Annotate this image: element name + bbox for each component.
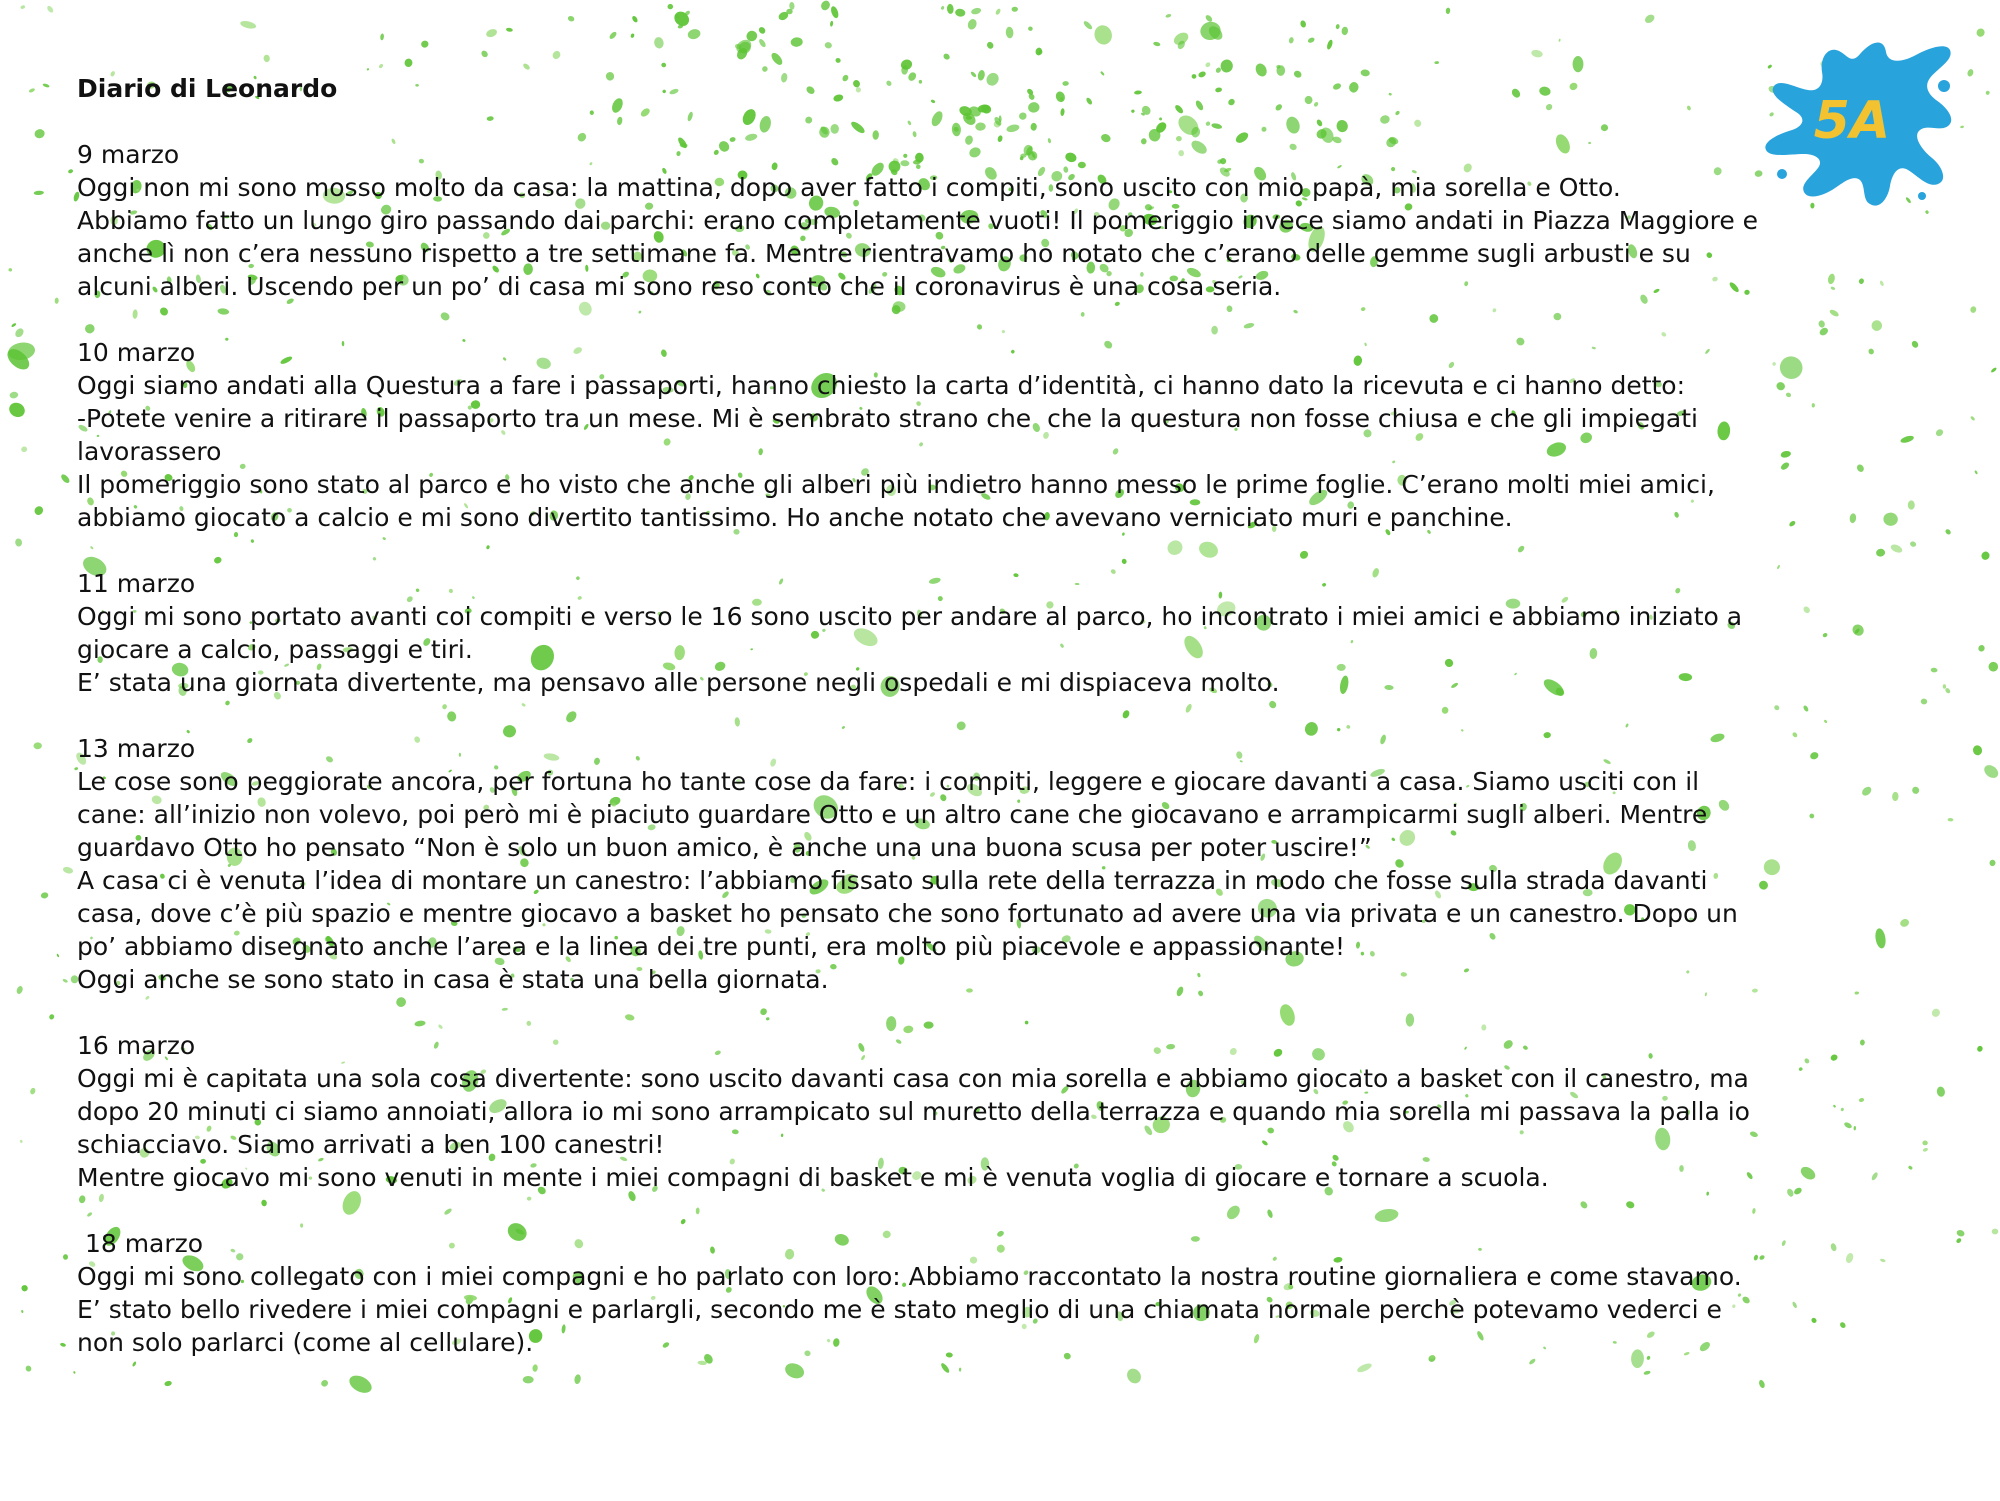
entry-text-line: A casa ci è venuta l’idea di montare un canestro: l’abbiamo fissato sulla rete della terrazza in modo che fosse sulla strada davanti xyxy=(77,866,1708,895)
entry-date: 13 marzo xyxy=(77,734,196,763)
entry-text-line: anche lì non c’era nessuno rispetto a tre settimane fa. Mentre rientravamo ho notato che c’erano delle gemme sugli arbusti e su xyxy=(77,239,1691,268)
entry-text-line: Abbiamo fatto un lungo giro passando dai parchi: erano completamente vuoti! Il pomeriggio invece siamo andati in Piazza Maggiore e xyxy=(77,206,1759,235)
entry-text-line: lavorassero xyxy=(77,437,222,466)
entry-date: 16 marzo xyxy=(77,1031,196,1060)
entry-text-line: Oggi siamo andati alla Questura a fare i passaporti, hanno chiesto la carta d’identità, ci hanno dato la ricevuta e ci hanno detto: xyxy=(77,371,1686,400)
entry-text-line: dopo 20 minuti ci siamo annoiati, allora io mi sono arrampicato sul muretto della terrazza e quando mia sorella mi passava la palla io xyxy=(77,1097,1750,1126)
entry-text-line: Il pomeriggio sono stato al parco e ho visto che anche gli alberi più indietro hanno messo le prime foglie. C’erano molti miei amici, xyxy=(77,470,1715,499)
entry-text-line: giocare a calcio, passaggi e tiri. xyxy=(77,635,473,664)
entry-text-line: Oggi non mi sono mosso molto da casa: la mattina, dopo aver fatto i compiti, sono uscito con mio papà, mia sorella e Otto. xyxy=(77,173,1621,202)
document-title: Diario di Leonardo xyxy=(77,74,338,103)
entry-date: 18 marzo xyxy=(77,1229,204,1258)
entry-text-line: Oggi anche se sono stato in casa è stata una bella giornata. xyxy=(77,965,829,994)
entry-text-line: non solo parlarci (come al cellulare). xyxy=(77,1328,534,1357)
entry-text-line: E’ stato bello rivedere i miei compagni e parlargli, secondo me è stato meglio di una chiamata normale perchè potevamo vederci e xyxy=(77,1295,1722,1324)
diary-entry xyxy=(77,138,1937,303)
entry-text-line: -Potete venire a ritirare il passaporto tra un mese. Mi è sembrato strano che che la questura non fosse chiusa e che gli impiegati xyxy=(77,404,1698,433)
diary-document xyxy=(77,72,1937,1359)
entry-text-line: Oggi mi sono portato avanti coi compiti e verso le 16 sono uscito per andare al parco, ho incontrato i miei amici e abbiamo iniziato a xyxy=(77,602,1743,631)
entry-text-line: abbiamo giocato a calcio e mi sono divertito tantissimo. Ho anche notato che avevano verniciato muri e panchine. xyxy=(77,503,1513,532)
entry-date: 11 marzo xyxy=(77,569,196,598)
entry-date: 9 marzo xyxy=(77,140,180,169)
entry-text-line: Mentre giocavo mi sono venuti in mente i miei compagni di basket e mi è venuta voglia di giocare e tornare a scuola. xyxy=(77,1163,1549,1192)
diary-entry xyxy=(77,1029,1937,1194)
entry-text-line: cane: all’inizio non volevo, poi però mi è piaciuto guardare Otto e un altro cane che giocavano e arrampicarmi sugli alberi. Mentre xyxy=(77,800,1708,829)
entry-text-line: po’ abbiamo disegnato anche l’area e la linea dei tre punti, era molto più piacevole e appassionante! xyxy=(77,932,1346,961)
entry-text-line: alcuni alberi. Uscendo per un po’ di casa mi sono reso conto che il coronavirus è una cosa seria. xyxy=(77,272,1282,301)
entry-text-line: casa, dove c’è più spazio e mentre giocavo a basket ho pensato che sono fortunato ad avere una via privata e un canestro. Dopo un xyxy=(77,899,1738,928)
entry-text-line: Oggi mi sono collegato con i miei compagni e ho parlato con loro: Abbiamo raccontato la nostra routine giornaliera e come stavamo. xyxy=(77,1262,1742,1291)
entry-text-line: Le cose sono peggiorate ancora, per fortuna ho tante cose da fare: i compiti, leggere e giocare davanti a casa. Siamo usciti con il xyxy=(77,767,1700,796)
diary-entry xyxy=(77,567,1937,699)
entry-text-line: guardavo Otto ho pensato “Non è solo un buon amico, è anche una una buona scusa per poter uscire!” xyxy=(77,833,1372,862)
entry-date: 10 marzo xyxy=(77,338,196,367)
diary-entry xyxy=(77,336,1937,534)
entry-text-line: E’ stata una giornata divertente, ma pensavo alle persone negli ospedali e mi dispiaceva molto. xyxy=(77,668,1280,697)
entry-text-line: schiacciavo. Siamo arrivati a ben 100 canestri! xyxy=(77,1130,665,1159)
diary-entry xyxy=(77,1227,1937,1359)
badge-label: 5A xyxy=(1813,91,1891,151)
diary-entry xyxy=(77,732,1937,996)
entry-text-line: Oggi mi è capitata una sola cosa divertente: sono uscito davanti casa con mia sorella e abbiamo giocato a basket con il canestro, ma xyxy=(77,1064,1749,1093)
